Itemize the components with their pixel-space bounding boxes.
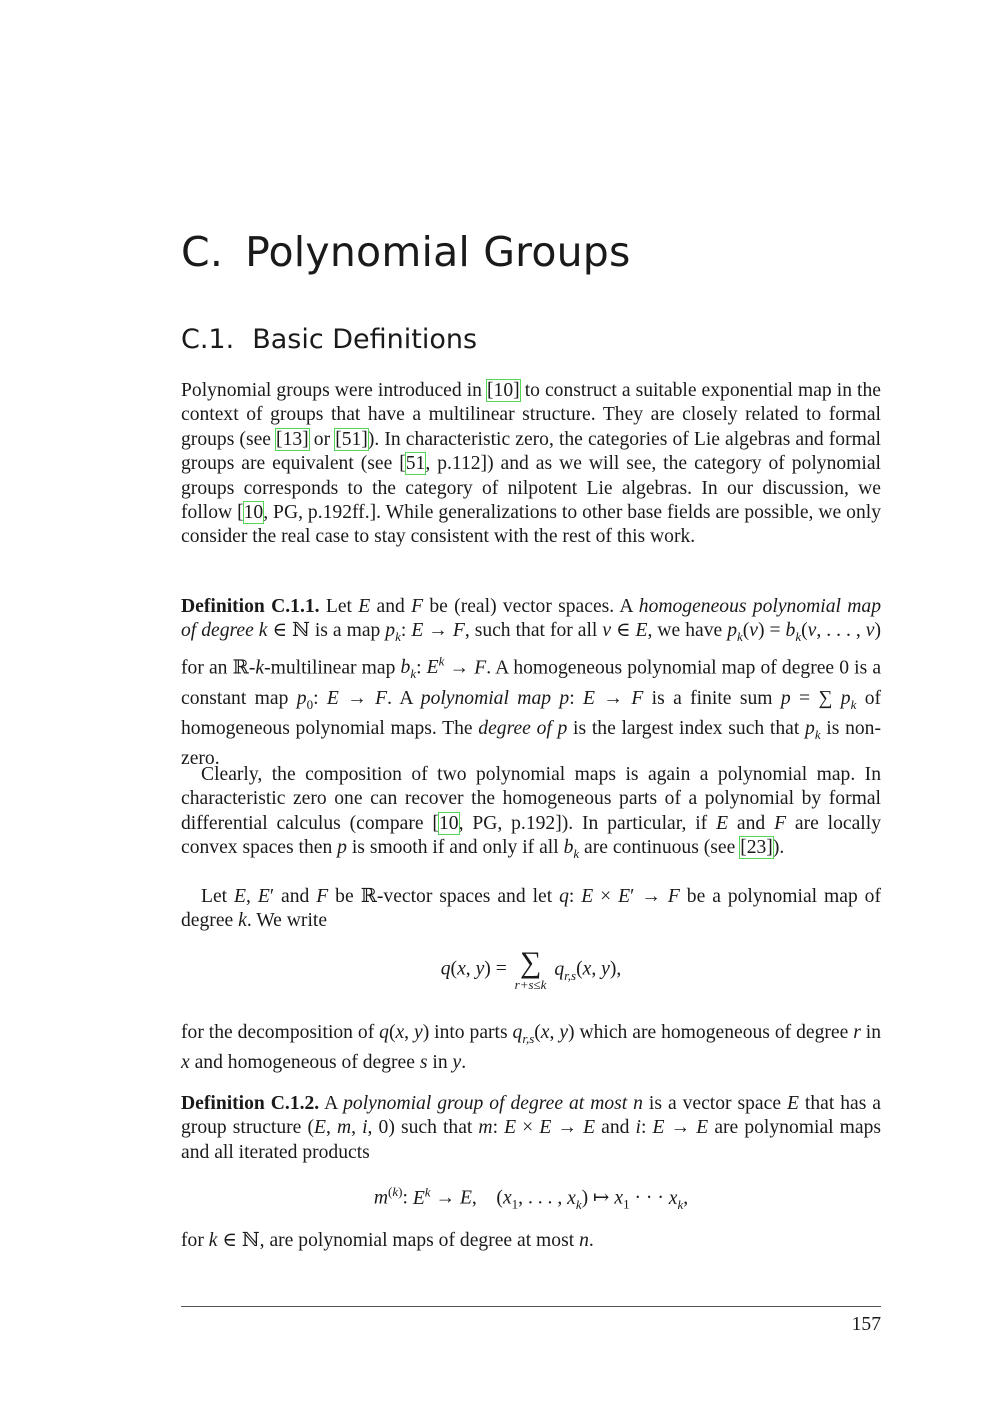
chapter-heading	[181, 228, 631, 276]
section-number: C.1.	[181, 324, 235, 355]
citation-link[interactable]: [23]	[740, 837, 773, 859]
decomposition-paragraph: Let E, E′ and F be ℝ-vector spaces and let q: E × E′ → F be a polynomial map of degree k. We write	[181, 886, 881, 932]
decomposition-explanation: for the decomposition of q(x, y) into parts $q_{r,s}(x$, y) which are homogeneous of degree r in x and homogeneous of degree s in y.	[181, 1022, 881, 1074]
intro-paragraph: Polynomial groups were introduced in [10] to construct a suitable exponential map in the context of groups that have a multilinear structure. They are closely related to formal groups (see [13] or [51]). In characteristic zero, the categories of Lie algebras and formal groups are equivalent (see [51, p.112]) and as we will see, the category of polynomial groups corresponds to the category of nilpotent Lie algebras. In our discussion, we follow [10, PG, p.192ff.]. While generalizations to other base fields are possible, we only consider the real case to stay consistent with the rest of this work.	[181, 380, 881, 548]
definition-c-1-2: Definition C.1.2. A polynomial group of degree at most n is a vector space E that has a group structure (E, m, i, 0) such that m: E × E → E and i: E → E are polynomial maps and all iterated products	[181, 1093, 882, 1163]
chapter-title: Polynomial Groups	[245, 228, 631, 276]
equation-iterated-products: $m^{(k)}$: $E^k \to E$, ($x_1$, . . . , $x_k$) ↦ $x_1$ · · · $x_k$,	[373, 1184, 689, 1212]
citation-link[interactable]: 10	[438, 812, 459, 834]
definition-c-1-2-tail: for k ∈ ℕ, are polynomial maps of degree at most n.	[181, 1230, 594, 1251]
citation-link[interactable]: [13]	[276, 428, 309, 450]
citation-link[interactable]: [10]	[487, 380, 520, 401]
section-title: Basic Definitions	[252, 324, 478, 355]
footer-rule	[181, 1306, 881, 1307]
chapter-number: C.	[181, 228, 224, 276]
definition-c-1-1: Definition C.1.1. Let E and F be (real) vector spaces. A homogeneous polynomial map of degree k ∈ ℕ is a map $p_k$: E → F, such that for all v ∈ E, we have $p_k(v) = b_k(v$, . . . , v) for an ℝ-k-multilinear map $b_k$: $E^k \to F$. A homogeneous polynomial map of degree 0 is a constant map $p_0$: E → F. A polynomial map p: E → F is a finite sum p = ∑ $p_k$ of homogeneous polynomial maps. The degree of p is the largest index such that $p_k$ is non-zero.	[181, 596, 882, 770]
citation-link[interactable]: 51	[405, 453, 426, 475]
citation-link[interactable]: 10	[243, 502, 264, 524]
page-number: 157	[851, 1314, 881, 1335]
composition-paragraph: Clearly, the composition of two polynomial maps is again a polynomial map. In characteristic zero one can recover the homogeneous parts of a polynomial by formal differential calculus (compare [10, PG, p.192]). In particular, if E and F are locally convex spaces then p is smooth if and only if all $b_k$ are continuous (see [23]).	[181, 764, 881, 862]
section-heading	[181, 324, 477, 355]
definition-label: Definition C.1.2.	[181, 1093, 320, 1114]
citation-link[interactable]: [51]	[335, 428, 368, 450]
definition-label: Definition C.1.1.	[181, 596, 320, 617]
equation-decomposition: q(x, y) = ∑ r+s≤k $q_{r,s}(x$, y),	[440, 946, 622, 992]
